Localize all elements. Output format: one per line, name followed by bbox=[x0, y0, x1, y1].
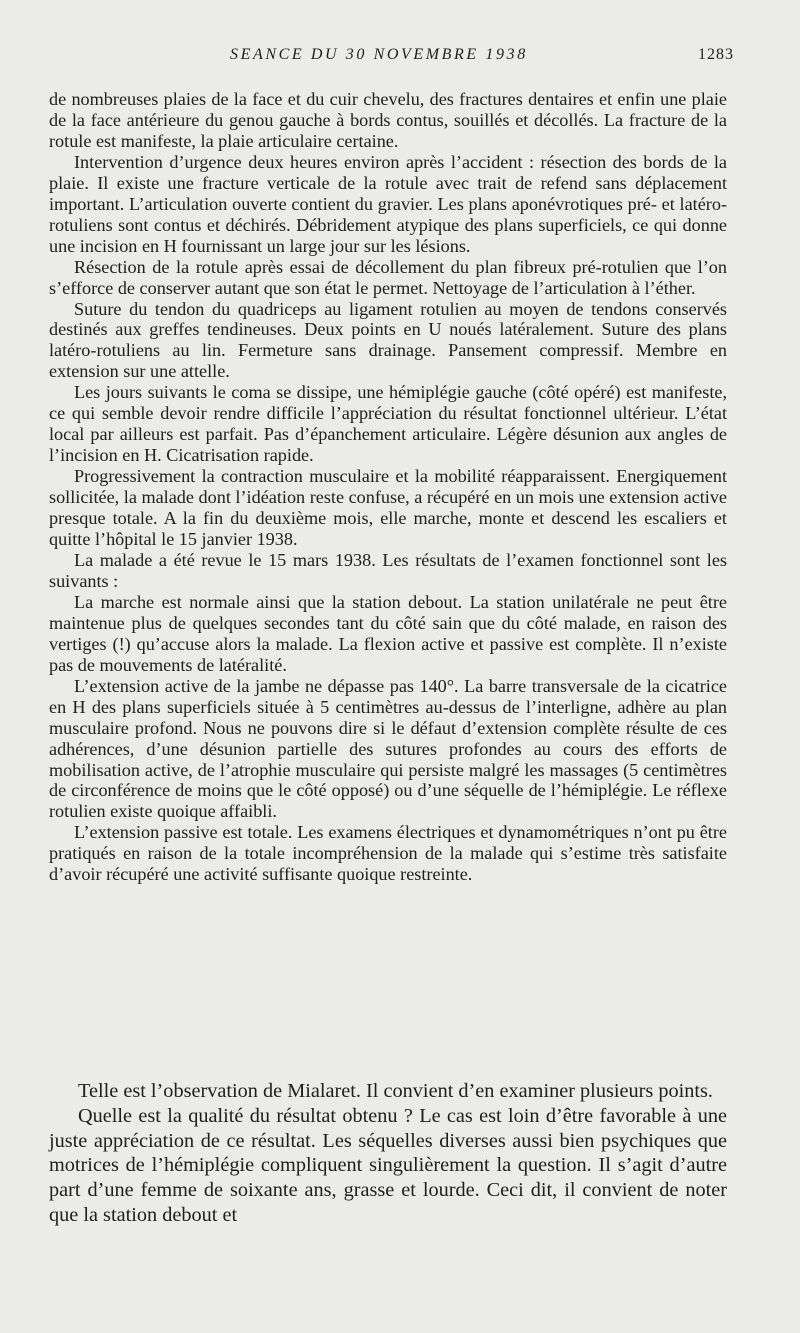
page-number: 1283 bbox=[698, 46, 734, 63]
case-report-text bbox=[49, 89, 727, 885]
paragraph: Telle est l’observation de Mialaret. Il convient d’en examiner plusieurs points. bbox=[78, 1080, 713, 1102]
paragraph: Quelle est la qualité du résultat obtenu ? Le cas est loin d’être favorable à une juste appréciation de ce résultat. Les séquelles diverses aussi bien psychiques que motrices de l’hémiplégie compliquent singulièrement la question. Il s’agit d’autre part d’une femme de soixante ans, grasse et lourde. Ceci dit, il convient de noter que la station debout et bbox=[49, 1104, 727, 1226]
paragraph: La marche est normale ainsi que la station debout. La station unilatérale ne peut être maintenue plus de quelques secondes tant du côté sain que du côté malade, en raison des vertiges (!) qu’accuse alors la malade. La flexion active et passive est complète. Il n’existe pas de mouvements de latéralité. bbox=[49, 591, 727, 675]
paragraph: Suture du tendon du quadriceps au ligament rotulien au moyen de tendons conservés destinés aux greffes tendineuses. Deux points en U noués latéralement. Suture des plans latéro-rotuliens au lin. Fermeture sans drainage. Pansement compressif. Membre en extension sur une attelle. bbox=[49, 298, 727, 382]
paragraph: Les jours suivants le coma se dissipe, une hémiplégie gauche (côté opéré) est manifeste, ce qui semble devoir rendre difficile l’appréciation du résultat fonctionnel ultérieur. L’état local par ailleurs est parfait. Pas d’épanchement articulaire. Légère désunion aux angles de l’incision en H. Cicatrisation rapide. bbox=[49, 382, 727, 466]
paragraph: La malade a été revue le 15 mars 1938. Les résultats de l’examen fonctionnel sont les suivants : bbox=[49, 549, 727, 591]
paragraph: Progressivement la contraction musculaire et la mobilité réapparaissent. Energiquement sollicitée, la malade dont l’idéation reste confuse, a récupéré en un mois une extension active presque totale. A la fin du deuxième mois, elle marche, monte et descend les escaliers et quitte l’hôpital le 15 janvier 1938. bbox=[49, 466, 727, 550]
paragraph: de nombreuses plaies de la face et du cuir chevelu, des fractures dentaires et enfin une plaie de la face antérieure du genou gauche à bords contus, souillés et décollés. La fracture de la rotule est manifeste, la plaie articulaire certaine. bbox=[49, 89, 727, 151]
commentary-text bbox=[49, 1079, 727, 1228]
paragraph: L’extension passive est totale. Les examens électriques et dynamométriques n’ont pu être pratiqués en raison de la totale incompréhension de la malade qui s’estime très satisfaite d’avoir récupéré une activité suffisante quoique restreinte. bbox=[49, 822, 727, 885]
paragraph: Résection de la rotule après essai de décollement du plan fibreux pré-rotulien que l’on s’efforce de conserver autant que son état le permet. Nettoyage de l’articulation à l’éther. bbox=[49, 256, 727, 298]
paragraph: L’extension active de la jambe ne dépasse pas 140°. La barre transversale de la cicatrice en H des plans superficiels située à 5 centimètres au-dessus de l’interligne, adhère au plan musculaire profond. Nous ne pouvons dire si le défaut d’extension complète résulte de ces adhérences, d’une désunion partielle des sutures profondes au cours des efforts de mobilisation active, de l’atrophie musculaire qui persiste malgré les massages (5 centimètres de circonférence de moins que le côté opposé) ou d’une séquelle de l’hémiplégie. Le réflexe rotulien existe quoique affaibli. bbox=[49, 675, 727, 822]
running-header bbox=[0, 46, 800, 74]
paragraph: Intervention d’urgence deux heures environ après l’accident : résection des bords de la plaie. Il existe une fracture verticale de la rotule avec trait de refend sans déplacement important. L’articulation ouverte contient du gravier. Les plans aponévrotiques pré- et latéro-rotuliens sont contus et déchirés. Débridement atypique des plans superficiels, ce qui donne une incision en H fournissant un large jour sur les lésions. bbox=[49, 151, 727, 256]
running-title: SEANCE DU 30 NOVEMBRE 1938 bbox=[230, 46, 528, 63]
